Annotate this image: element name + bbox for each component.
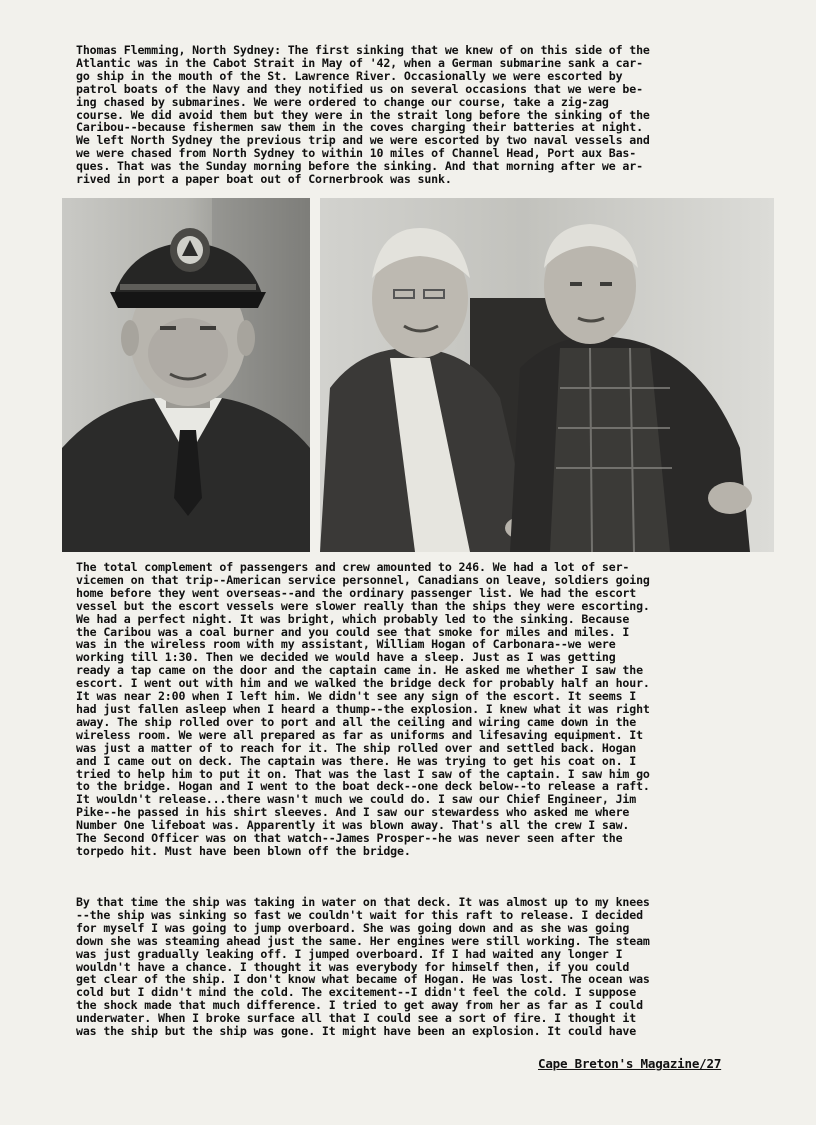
photo-captain-portrait [62, 198, 310, 552]
article-paragraph-night: The total complement of passengers and crew amounted to 246. We had a lot of ser- vicemen on that trip--American service personnel, Canadians on leave, soldiers going home before they went overseas--and the ordinary passenger list. We had the escort vessel but the escort vessels were slower really than the ships they were escorting. We had a perfect night. It was bright, which probably led to the sinking. Because the Caribou was a coal burner and you could see that smoke for miles and miles. I was in the wireless room with my assistant, William Hogan of Carbonara--we were working till 1:30. Then we decided we would have a sleep. Just as I was getting ready a tap came on the door and the captain came in. He asked me whether I saw the escort. I went out with him and we walked the bridge deck for probably half an hour. It was near 2:00 when I left him. We didn't see any sign of the escort. It seems I had just fallen asleep when I heard a thump--the explosion. I knew what it was right away. The ship rolled over to port and all the ceiling and wiring came down in the wireless room. We were all prepared as far as uniforms and lifesaving equipment. It was just a matter of to reach for it. The ship rolled over and settled back. Hogan and I came out on deck. The captain was there. He was trying to get his coat on. I tried to help him to put it on. That was the last I saw of the captain. I saw him go to the bridge. Hogan and I went to the boat deck--one deck below--to release a raft. It wouldn't release...there wasn't much we could do. I saw our Chief Engineer, Jim Pike--he passed in his shirt sleeves. And I saw our stewardess who asked me where Number One lifeboat was. Apparently it was blown away. That's all the crew I saw. The Second Officer was on that watch--James Prosper--he was never seen after the torpedo hit. Must have been blown off the bridge. [76, 560, 650, 858]
photo-elderly-couple [320, 198, 774, 552]
article-paragraph-intro: Thomas Flemming, North Sydney: The first sinking that we knew of on this side of the Atlantic was in the Cabot Strait in May of '42, when a German submarine sank a car- go ship in the mouth of the St. Lawrence River. Occasionally we were escorted by patrol boats of the Navy and they notified us on several occasions that we were be- ing chased by submarines. We were ordered to change our course, take a zig-zag course. We did avoid them but they were in the strait long before the sinking of the Caribou--because fishermen saw them in the coves charging their batteries at night. We left North Sydney the previous trip and we were escorted by two naval vessels and we were chased from North Sydney to within 10 miles of Channel Head, Port aux Bas- ques. That was the Sunday morning before the sinking. And that morning after we ar- rived in port a paper boat out of Cornerbrook was sunk. [76, 43, 650, 187]
page-footer-magazine-page: Cape Breton's Magazine/27 [538, 1056, 722, 1071]
article-paragraph-overboard: By that time the ship was taking in water on that deck. It was almost up to my knees --the ship was sinking so fast we couldn't wait for this raft to release. I decided for myself I was going to jump overboard. She was going down and as she was going down she was steaming ahead just the same. Her engines were still working. The steam was just gradually leaking off. I jumped overboard. If I had waited any longer I wouldn't have a chance. I thought it was everybody for himself then, if you could get clear of the ship. I don't know what became of Hogan. He was lost. The ocean was cold but I didn't mind the cold. The excitement--I didn't feel the cold. I suppose the shock made that much difference. I tried to get away from her as far as I could underwater. When I broke surface all that I could see a sort of fire. I thought it was the ship but the ship was gone. It might have been an explosion. It could have [76, 895, 650, 1039]
